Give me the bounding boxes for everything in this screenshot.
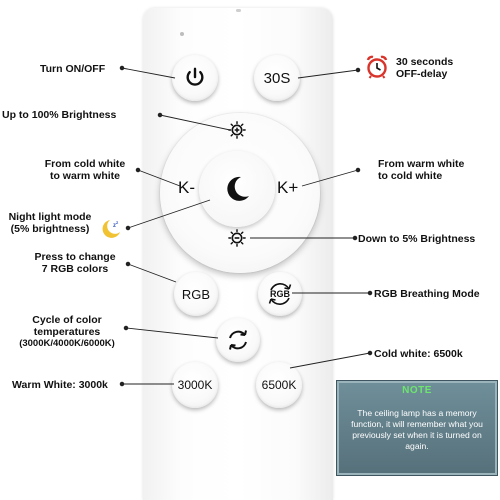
label-night-line2: (5% brightness)	[10, 223, 90, 235]
sleeping-moon-icon	[100, 218, 122, 240]
label-cycle-line2: temperatures	[33, 326, 101, 338]
label-cold-to-warm-line2: to warm white	[49, 170, 120, 182]
label-brightness-up: Up to 100% Brightness	[2, 109, 117, 121]
dim-down-button[interactable]: K-	[178, 178, 195, 197]
label-rgb-line2: 7 RGB colors	[41, 263, 109, 275]
label-cold-to-warm	[32, 158, 138, 182]
warm-button-label: 3000K	[177, 378, 213, 392]
alarm-clock-icon	[364, 54, 390, 80]
label-off-delay	[396, 56, 453, 80]
label-off-delay-line2: OFF-delay	[396, 68, 448, 80]
note-title: NOTE	[402, 385, 432, 396]
memory-note-box	[336, 380, 498, 476]
label-rgb-line1: Press to change	[34, 251, 116, 263]
label-cycle-line3: (3000K/4000K/6000K)	[19, 338, 115, 349]
svg-text:z: z	[116, 220, 119, 225]
label-warm-to-cold	[378, 158, 464, 182]
svg-text:z: z	[113, 223, 116, 229]
rgb-breathing-label: RGB	[270, 289, 290, 299]
label-rgb-colors	[22, 251, 128, 275]
label-cold-to-warm-line1: From cold white	[44, 158, 126, 170]
rgb-button-label: RGB	[181, 286, 211, 302]
label-brightness-down: Down to 5% Brightness	[358, 233, 476, 245]
timer-button-label: 30S	[263, 69, 291, 87]
label-cold-white: Cold white: 6500k	[374, 348, 463, 360]
label-night-light	[2, 211, 98, 235]
label-turn-on-off: Turn ON/OFF	[40, 63, 106, 75]
label-off-delay-line1: 30 seconds	[396, 56, 454, 68]
note-body: The ceiling lamp has a memory function, it will remember what you previously set when it is turned on again.	[351, 408, 483, 451]
label-night-line1: Night light mode	[8, 211, 92, 223]
label-warm-white: Warm White: 3000k	[12, 379, 108, 391]
label-warm-to-cold-line2: to cold white	[378, 170, 443, 182]
label-warm-to-cold-line1: From warm white	[378, 158, 465, 170]
label-cycle-line1: Cycle of color	[32, 314, 102, 326]
label-cycle-temperatures	[8, 314, 126, 350]
cold-button-label: 6500K	[261, 378, 297, 392]
label-rgb-breathing: RGB Breathing Mode	[374, 288, 480, 300]
dim-up-button[interactable]: K+	[277, 178, 299, 197]
